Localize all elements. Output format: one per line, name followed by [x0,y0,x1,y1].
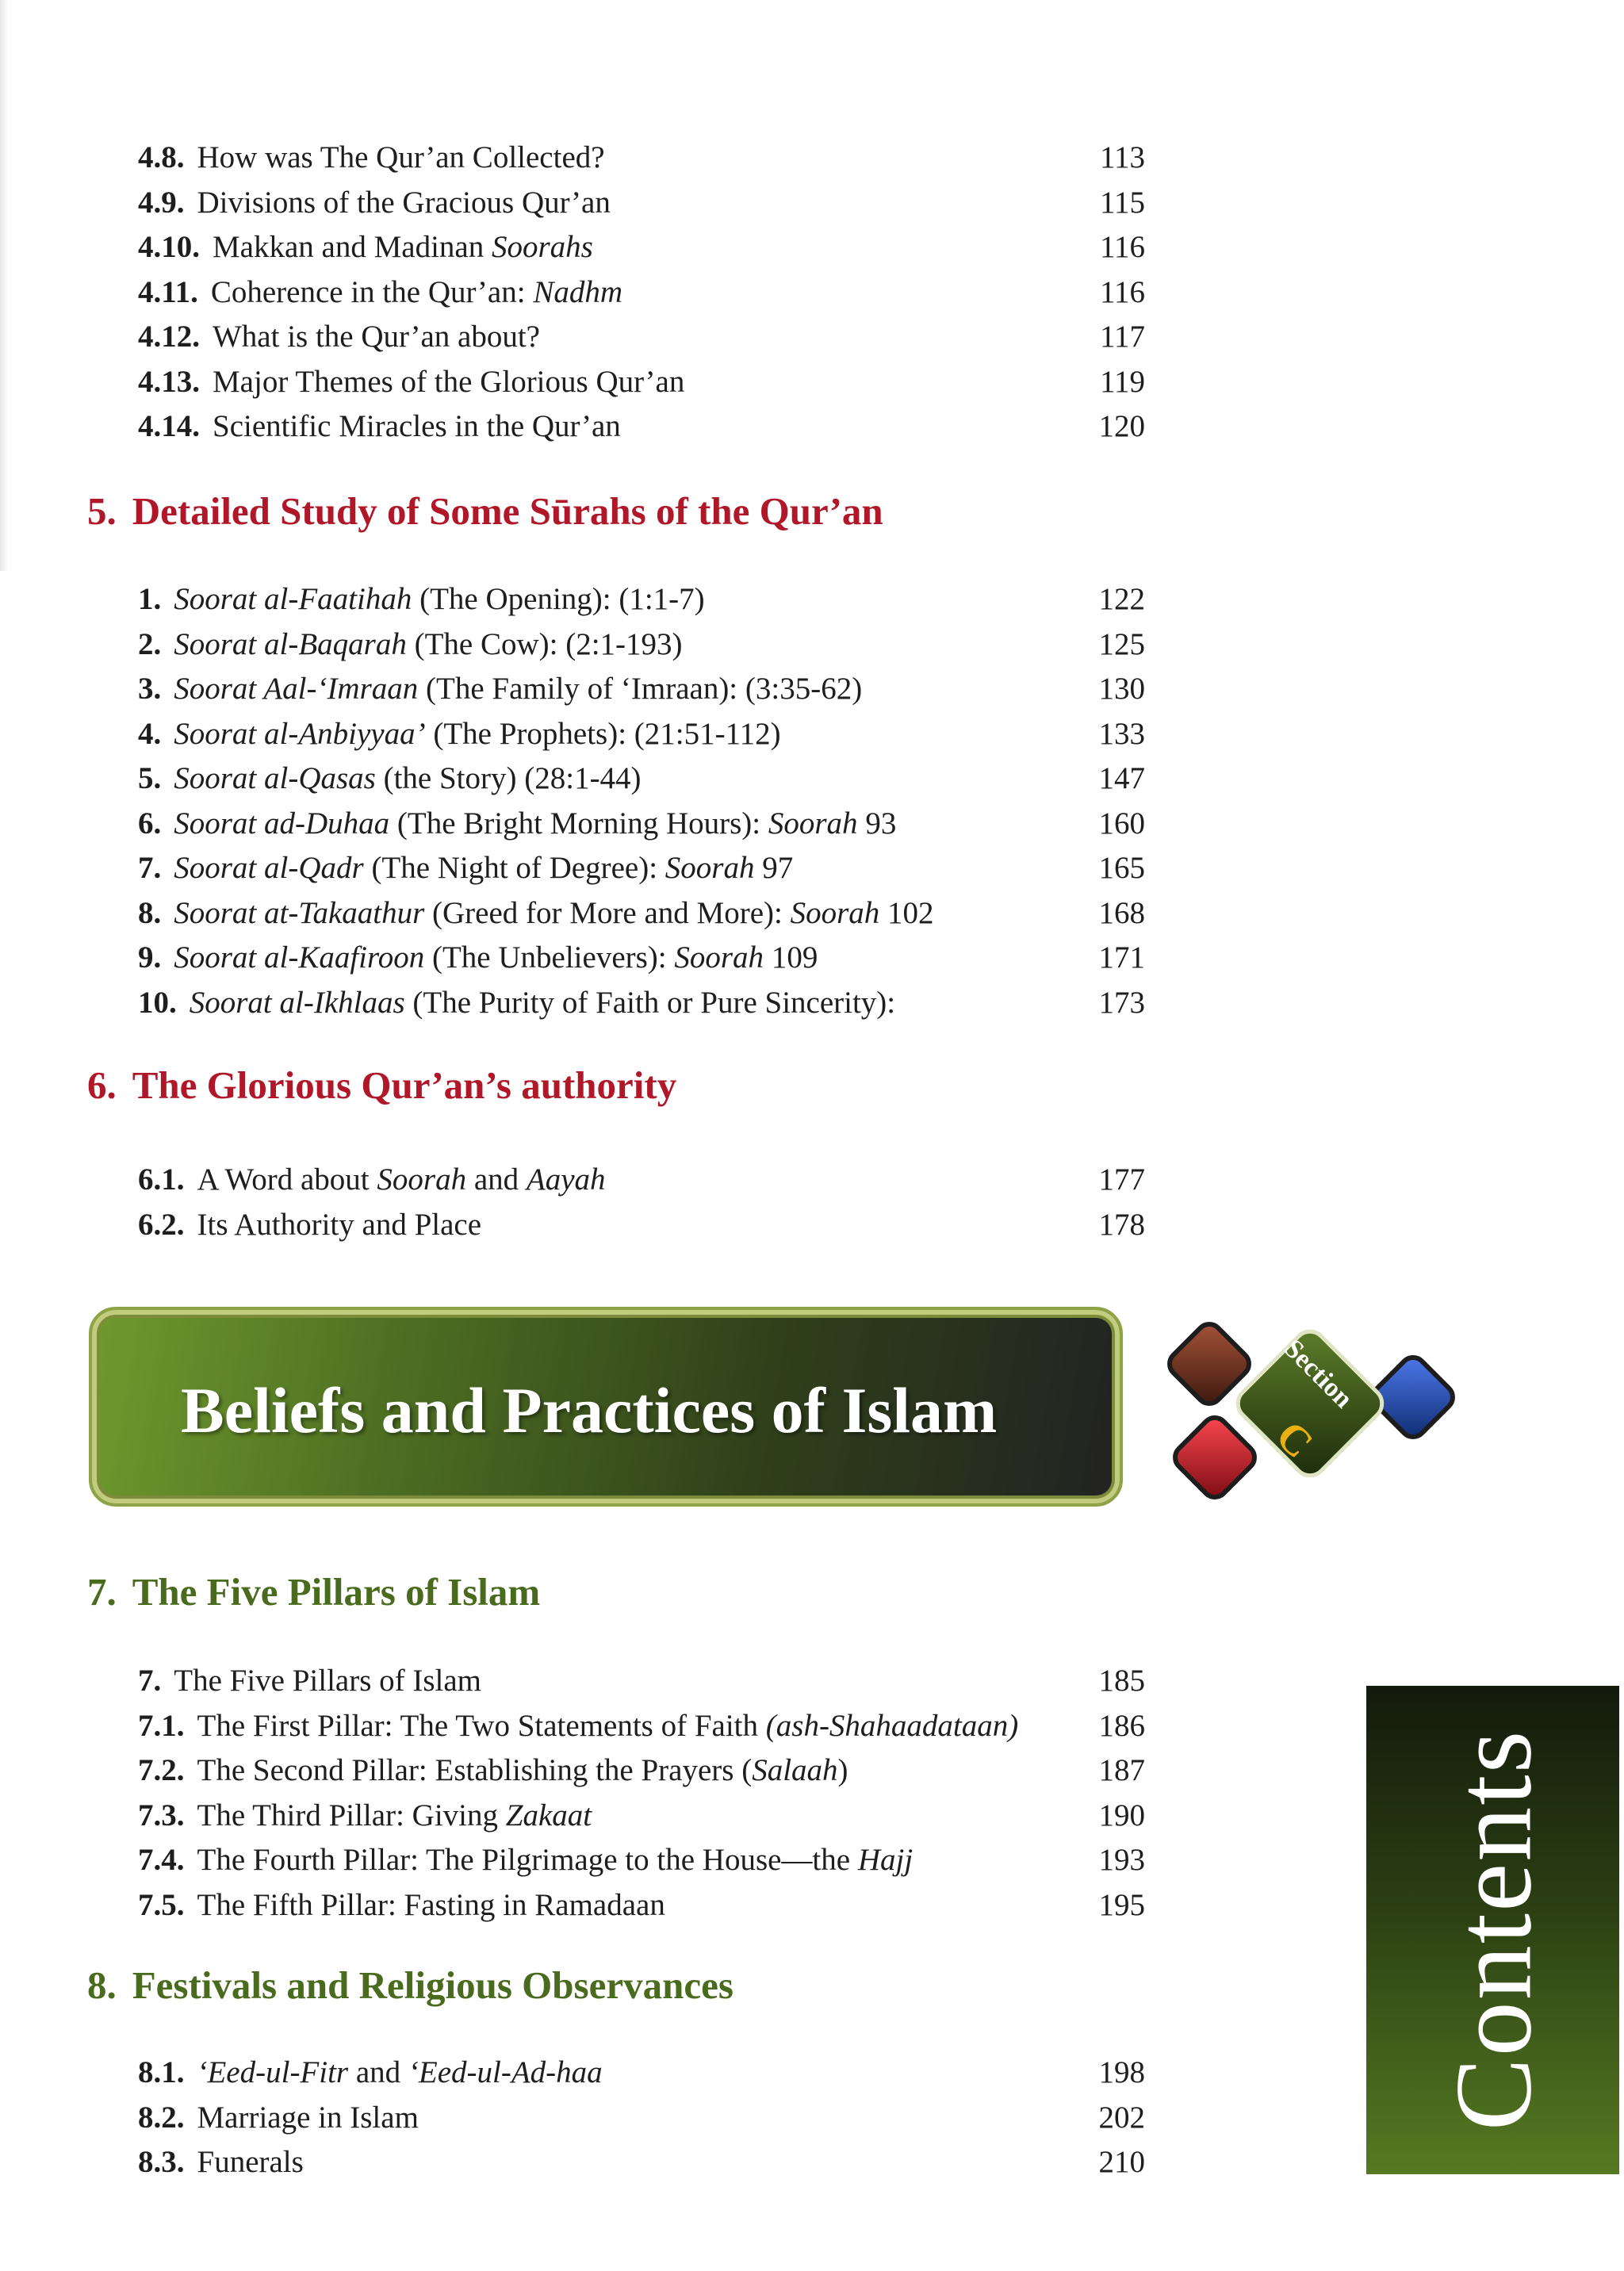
entry-title [174,936,818,981]
toc-entry[interactable] [138,712,1145,757]
section-letter: C [1266,1411,1323,1468]
entry-title-part: (The Cow): (2:1-193) [406,626,683,661]
entry-number: 7. [138,851,162,885]
entry-title-part: Salaah [752,1753,838,1787]
toc-entry[interactable] [138,891,1145,936]
section-number: 5. [87,489,117,533]
entry-title [174,577,704,622]
toc-list-section-6 [138,1158,1145,1247]
toc-entry[interactable] [138,404,1145,450]
entry-number: 4.9. [138,185,185,220]
entry-number: 7. [138,1664,162,1698]
section-c-emblem [1142,1300,1475,1515]
entry-title-part: (the Story) (28:1-44) [375,761,642,795]
toc-entry[interactable] [138,1704,1145,1749]
entry-number: 8.2. [138,2100,185,2135]
entry-number: 7.2. [138,1753,185,1787]
entry-title-part: Nadhm [533,274,622,309]
toc-list-section-7 [138,1659,1145,1928]
entry-title-part: 97 [754,851,794,885]
entry-title [197,1748,848,1794]
entry-title-part: and [466,1162,527,1197]
entry-title-part: (The Opening): (1:1-7) [412,582,705,616]
entry-title-part: (Greed for More and More): [424,895,791,930]
toc-entry[interactable] [138,802,1145,847]
entry-title-part: Soorah [665,851,755,885]
entry-title-part: Soorahs [492,230,593,264]
entry-title-part: Funerals [197,2145,304,2179]
entry-number: 6. [138,806,162,841]
entry-page-number: 125 [1098,626,1145,661]
toc-entry[interactable] [138,2096,1145,2141]
entry-page-number: 173 [1098,985,1145,1020]
entry-number: 4. [138,716,162,751]
entry-page-number: 115 [1099,185,1145,220]
entry-title-part: and [348,2055,408,2089]
entry-title-part: Hajj [857,1843,914,1877]
entry-page-number: 198 [1098,2055,1145,2089]
entry-number: 1. [138,582,162,616]
toc-entry[interactable] [138,1748,1145,1794]
entry-title-part: Marriage in Islam [197,2100,419,2135]
entry-title [197,136,605,181]
red-tile [1170,1412,1259,1502]
entry-title-part: Coherence in the Qur’an: [210,274,534,309]
toc-entry[interactable] [138,2140,1145,2185]
section-title: The Glorious Qur’an’s authority [132,1063,677,1107]
entry-title [174,622,682,668]
entry-title-part: Scientific Miracles in the Qur’an [213,409,621,443]
entry-title-part: Soorat ad-Duhaa [174,806,390,841]
entry-number: 4.12. [138,320,200,354]
entry-title-part: Soorah [768,806,858,841]
toc-entry[interactable] [138,622,1145,668]
section-heading-8[interactable] [87,1963,733,2008]
entry-title-part: The Third Pillar: Giving [197,1798,506,1833]
toc-entry[interactable] [138,846,1145,891]
entry-title [174,846,793,891]
entry-number: 7.3. [138,1798,185,1833]
toc-entry[interactable] [138,1883,1145,1928]
entry-title-part: Soorah [674,940,764,975]
entry-title [197,1883,665,1928]
toc-entry[interactable] [138,1203,1145,1248]
entry-title-part: ‘Eed-ul-Fitr [197,2055,349,2089]
entry-number: 4.13. [138,364,200,399]
contents-side-tab [1366,1686,1619,2174]
entry-title-part: (The Bright Morning Hours): [389,806,768,841]
entry-title [174,802,896,847]
entry-title [190,981,895,1026]
entry-title-part: Soorat at-Takaathur [174,895,425,930]
entry-title-part: Zakaat [505,1798,592,1833]
toc-list-section-5 [138,577,1145,1025]
entry-page-number: 186 [1098,1708,1145,1743]
entry-page-number: 116 [1099,230,1145,264]
entry-number: 4.8. [138,140,185,174]
entry-number: 7.5. [138,1887,185,1922]
entry-title-part: Soorat al-Qasas [174,761,376,795]
contents-tab-label: Contents [1432,1729,1553,2131]
section-title: Festivals and Religious Observances [132,1963,733,2007]
entry-title [197,2051,603,2096]
toc-list-section-8 [138,2051,1145,2185]
entry-title-part: Soorat al-Faatihah [174,582,412,616]
entry-title-part: ) [837,1753,848,1787]
entry-title-part: 93 [857,806,897,841]
toc-entry[interactable] [138,136,1145,181]
entry-title-part: The Second Pillar: Establishing the Prayers ( [197,1753,753,1787]
entry-title [197,1158,606,1203]
entry-title-part: The Fifth Pillar: Fasting in Ramadaan [197,1887,665,1922]
entry-title-part: A Word about [197,1162,377,1197]
section-heading-5[interactable] [87,488,883,534]
entry-title-part: Soorat Aal-‘Imraan [174,672,419,706]
section-heading-6[interactable] [87,1063,676,1108]
toc-entry[interactable] [138,315,1145,360]
entry-title-part: How was The Qur’an Collected? [197,140,605,174]
entry-number: 7.4. [138,1843,185,1877]
entry-title-part: (The Purity of Faith or Pure Sincerity): [404,985,896,1020]
entry-title [213,225,593,270]
entry-title [197,1704,1019,1749]
entry-title-part: Its Authority and Place [197,1207,482,1242]
entry-title-part: The First Pillar: The Two Statements of Faith [197,1708,766,1743]
toc-list-section-4-continued [138,136,1145,450]
toc-entry[interactable] [138,2051,1145,2096]
entry-number: 6.1. [138,1162,185,1197]
entry-number: 5. [138,761,162,795]
entry-number: 2. [138,626,162,661]
entry-number: 8.1. [138,2055,185,2089]
entry-title-part: (ash-Shahaadataan) [765,1708,1019,1743]
toc-entry[interactable] [138,936,1145,981]
entry-title [174,891,933,936]
entry-page-number: 190 [1098,1798,1145,1833]
entry-page-number: 119 [1099,364,1145,399]
entry-page-number: 116 [1099,274,1145,309]
entry-page-number: 193 [1098,1843,1145,1877]
entry-page-number: 122 [1098,582,1145,616]
entry-title-part: The Fourth Pillar: The Pilgrimage to the House—the [197,1843,858,1877]
entry-title-part: (The Night of Degree): [363,851,665,885]
entry-page-number: 133 [1098,716,1145,751]
entry-title [197,1794,592,1839]
entry-number: 3. [138,672,162,706]
entry-title-part: 102 [879,895,934,930]
entry-page-number: 178 [1098,1207,1145,1242]
entry-title [197,2140,304,2185]
entry-page-number: 210 [1098,2145,1145,2179]
entry-title-part: Soorat al-Anbiyyaa’ [174,716,426,751]
entry-title-part: Soorat al-Ikhlaas [189,985,405,1020]
entry-number: 8. [138,895,162,930]
entry-title [197,2096,419,2141]
entry-title-part: (The Family of ‘Imraan): (3:35-62) [418,672,863,706]
toc-entry[interactable] [138,1838,1145,1883]
entry-number: 8.3. [138,2145,185,2179]
entry-title [197,1838,914,1883]
entry-title [213,404,621,450]
toc-entry[interactable] [138,1794,1145,1839]
entry-number: 4.10. [138,230,200,264]
entry-title [174,1659,481,1704]
entry-page-number: 120 [1098,409,1145,443]
entry-title [174,756,641,802]
section-c-banner [89,1307,1123,1507]
entry-page-number: 195 [1098,1887,1145,1922]
entry-title [197,1203,482,1248]
entry-title-part: 109 [764,940,818,975]
entry-page-number: 177 [1098,1162,1145,1197]
entry-title-part: Makkan and Madinan [213,230,492,264]
toc-entry[interactable] [138,181,1145,226]
entry-title-part: (The Unbelievers): [424,940,675,975]
page-edge-shadow [0,0,8,571]
entry-title [174,667,862,712]
entry-page-number: 117 [1099,320,1145,354]
entry-title-part: What is the Qur’an about? [213,320,540,354]
toc-entry[interactable] [138,981,1145,1026]
entry-title-part: Soorat al-Kaafiroon [174,940,425,975]
entry-title [211,270,622,316]
entry-number: 9. [138,940,162,975]
entry-title-part: Soorah [790,895,880,930]
entry-number: 4.11. [138,274,198,309]
entry-page-number: 113 [1099,140,1145,174]
entry-title [213,360,684,405]
section-heading-7[interactable] [87,1569,540,1614]
entry-page-number: 147 [1098,761,1145,795]
section-word: Section [1277,1334,1358,1415]
entry-page-number: 185 [1098,1664,1145,1698]
entry-page-number: 202 [1098,2100,1145,2135]
entry-number: 6.2. [138,1207,185,1242]
banner-title: Beliefs and Practices of Islam [181,1374,998,1446]
entry-title [197,181,611,226]
entry-title-part: (The Prophets): (21:51-112) [425,716,781,751]
entry-page-number: 160 [1098,806,1145,841]
entry-title-part: ‘Eed-ul-Ad-haa [408,2055,603,2089]
entry-number: 10. [138,985,177,1020]
entry-page-number: 171 [1098,940,1145,975]
entry-page-number: 168 [1098,895,1145,930]
section-title: Detailed Study of Some Sūrahs of the Qur’an [132,489,883,533]
section-number: 6. [87,1063,117,1107]
entry-number: 7.1. [138,1708,185,1743]
toc-entry[interactable] [138,270,1145,316]
toc-entry[interactable] [138,756,1145,802]
toc-entry[interactable] [138,667,1145,712]
entry-title-part: The Five Pillars of Islam [174,1664,482,1698]
toc-entry[interactable] [138,577,1145,622]
toc-entry[interactable] [138,1158,1145,1203]
toc-entry[interactable] [138,360,1145,405]
entry-title-part: Soorah [377,1162,467,1197]
entry-title-part: Aayah [526,1162,606,1197]
section-title: The Five Pillars of Islam [132,1570,541,1614]
section-number: 8. [87,1963,117,2007]
entry-page-number: 187 [1098,1753,1145,1787]
entry-title-part: Soorat al-Qadr [174,851,364,885]
toc-entry[interactable] [138,225,1145,270]
entry-title [174,712,780,757]
toc-entry[interactable] [138,1659,1145,1704]
entry-title-part: Divisions of the Gracious Qur’an [197,185,611,220]
entry-title-part: Major Themes of the Glorious Qur’an [213,364,685,399]
section-number: 7. [87,1570,117,1614]
entry-page-number: 165 [1098,851,1145,885]
entry-number: 4.14. [138,409,200,443]
entry-title-part: Soorat al-Baqarah [174,626,407,661]
entry-page-number: 130 [1098,672,1145,706]
entry-title [213,315,540,360]
